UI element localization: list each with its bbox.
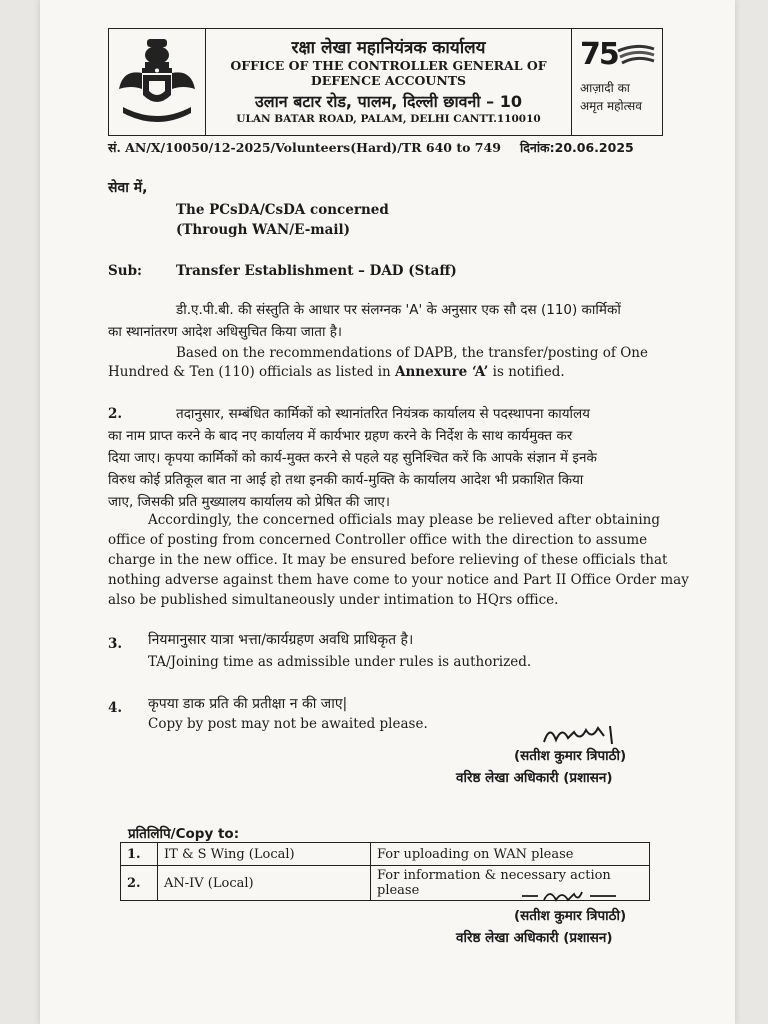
signatory-designation-1: वरिष्ठ लेखा अधिकारी (प्रशासन) <box>456 770 613 786</box>
para3-number: 3. <box>108 636 123 652</box>
flag-swirl-icon <box>616 43 656 69</box>
para2-english-line5: also be published simultaneously under intimation to HQrs office. <box>108 592 559 608</box>
copy-row-number: 1. <box>121 843 158 866</box>
azadi-logo-text-2: अमृत महोत्सव <box>580 99 642 113</box>
table-row <box>121 843 650 866</box>
handwritten-signature-2 <box>520 886 620 906</box>
para2-hindi-line3: दिया जाए। कृपया कार्मिकों को कार्य-मुक्त करने से पहले यह सुनिश्चित करें कि आपके संज्ञान में इनके <box>108 450 597 466</box>
azadi-logo-text-1: आज़ादी का <box>580 81 630 95</box>
azadi-logo-cell <box>571 29 662 135</box>
salutation: सेवा में, <box>108 180 148 196</box>
subject-text: Transfer Establishment – DAD (Staff) <box>176 263 457 279</box>
letter-date: दिनांक:20.06.2025 <box>520 140 634 155</box>
emblem-cell <box>109 29 206 135</box>
para1-english-line2 <box>108 362 565 382</box>
copy-to-label: प्रतिलिपि/Copy to: <box>128 826 240 842</box>
para2-number: 2. <box>108 406 123 422</box>
para4-english: Copy by post may not be awaited please. <box>148 716 428 732</box>
para1-english-line2-end: is notified. <box>488 364 565 380</box>
address-hindi: उलान बटार रोड, पालम, दिल्ली छावनी – 10 <box>255 92 522 111</box>
para4-hindi: कृपया डाक प्रति की प्रतीक्षा न की जाए| <box>148 696 348 712</box>
annexure-reference: Annexure ‘A’ <box>395 364 489 380</box>
subject-label: Sub: <box>108 263 142 279</box>
azadi-logo-number: 75 <box>580 37 618 72</box>
letterhead-text <box>205 29 572 135</box>
letterhead <box>108 28 663 136</box>
addressee-line-1: The PCsDA/CsDA concerned <box>176 202 389 218</box>
para2-hindi-line4: विरुध कोई प्रतिकूल बात ना आई हो तथा इनकी कार्य-मुक्ति के कार्यालय आदेश भी प्रकाशित किया <box>108 472 584 488</box>
para1-english-line1: Based on the recommendations of DAPB, the transfer/posting of One <box>176 345 648 361</box>
signatory-designation-2: वरिष्ठ लेखा अधिकारी (प्रशासन) <box>456 930 613 946</box>
office-name-english-2: DEFENCE ACCOUNTS <box>310 73 467 88</box>
para3-hindi: नियमानुसार यात्रा भत्ता/कार्यग्रहण अवधि प्राधिकृत है। <box>148 632 414 648</box>
signatory-name-1: (सतीश कुमार त्रिपाठी) <box>514 748 627 764</box>
copy-row-recipient: AN-IV (Local) <box>158 866 371 901</box>
signatory-name-2: (सतीश कुमार त्रिपाठी) <box>514 908 627 924</box>
copy-row-purpose: For uploading on WAN please <box>371 843 650 866</box>
para1-hindi-line2: का स्थानांतरण आदेश अधिसुचित किया जाता है। <box>108 324 343 340</box>
para2-hindi-line5: जाए, जिसकी प्रति मुख्यालय कार्यालय को प्रेषित की जाए। <box>108 494 390 510</box>
copy-row-purpose: For information & necessary action please <box>371 866 650 901</box>
handwritten-signature-1 <box>540 722 630 748</box>
para2-english-line4: nothing adverse against them have come to your notice and Part II Office Order may <box>108 572 689 588</box>
reference-number: सं. AN/X/10050/12-2025/Volunteers(Hard)/TR 640 to 749 <box>108 140 501 155</box>
office-name-english-1: OFFICE OF THE CONTROLLER GENERAL OF <box>230 58 547 73</box>
para1-hindi-line1: डी.ए.पी.बी. की संस्तुति के आधार पर संलग्नक 'A' के अनुसार एक सौ दस (110) कार्मिकों <box>176 302 621 318</box>
para4-number: 4. <box>108 700 123 716</box>
copy-row-recipient: IT & S Wing (Local) <box>158 843 371 866</box>
para2-hindi-line1: तदानुसार, सम्बंधित कार्मिकों को स्थानांतरित नियंत्रक कार्यालय से पदस्थापना कार्यालय <box>176 406 590 422</box>
address-english: ULAN BATAR ROAD, PALAM, DELHI CANTT.110010 <box>236 113 541 125</box>
office-name-hindi: रक्षा लेखा महानियंत्रक कार्यालय <box>291 38 486 58</box>
para2-english-line1: Accordingly, the concerned officials may please be relieved after obtaining <box>148 512 661 528</box>
para2-hindi-line2: का नाम प्राप्त करने के बाद नए कार्यालय में कार्यभार ग्रहण करने के निर्देश के साथ कार्यमुक्त कर <box>108 428 573 444</box>
para2-english-line2: office of posting from concerned Controller office with the direction to assume <box>108 532 648 548</box>
addressee-line-2: (Through WAN/E-mail) <box>176 222 350 238</box>
ashoka-emblem-icon <box>109 29 205 135</box>
para2-english-line3: charge in the new office. It may be ensured before relieving of these officials that <box>108 552 668 568</box>
para1-english-line2-text: Hundred & Ten (110) officials as listed in <box>108 364 395 380</box>
para3-english: TA/Joining time as admissible under rules is authorized. <box>148 654 532 670</box>
copy-row-number: 2. <box>121 866 158 901</box>
